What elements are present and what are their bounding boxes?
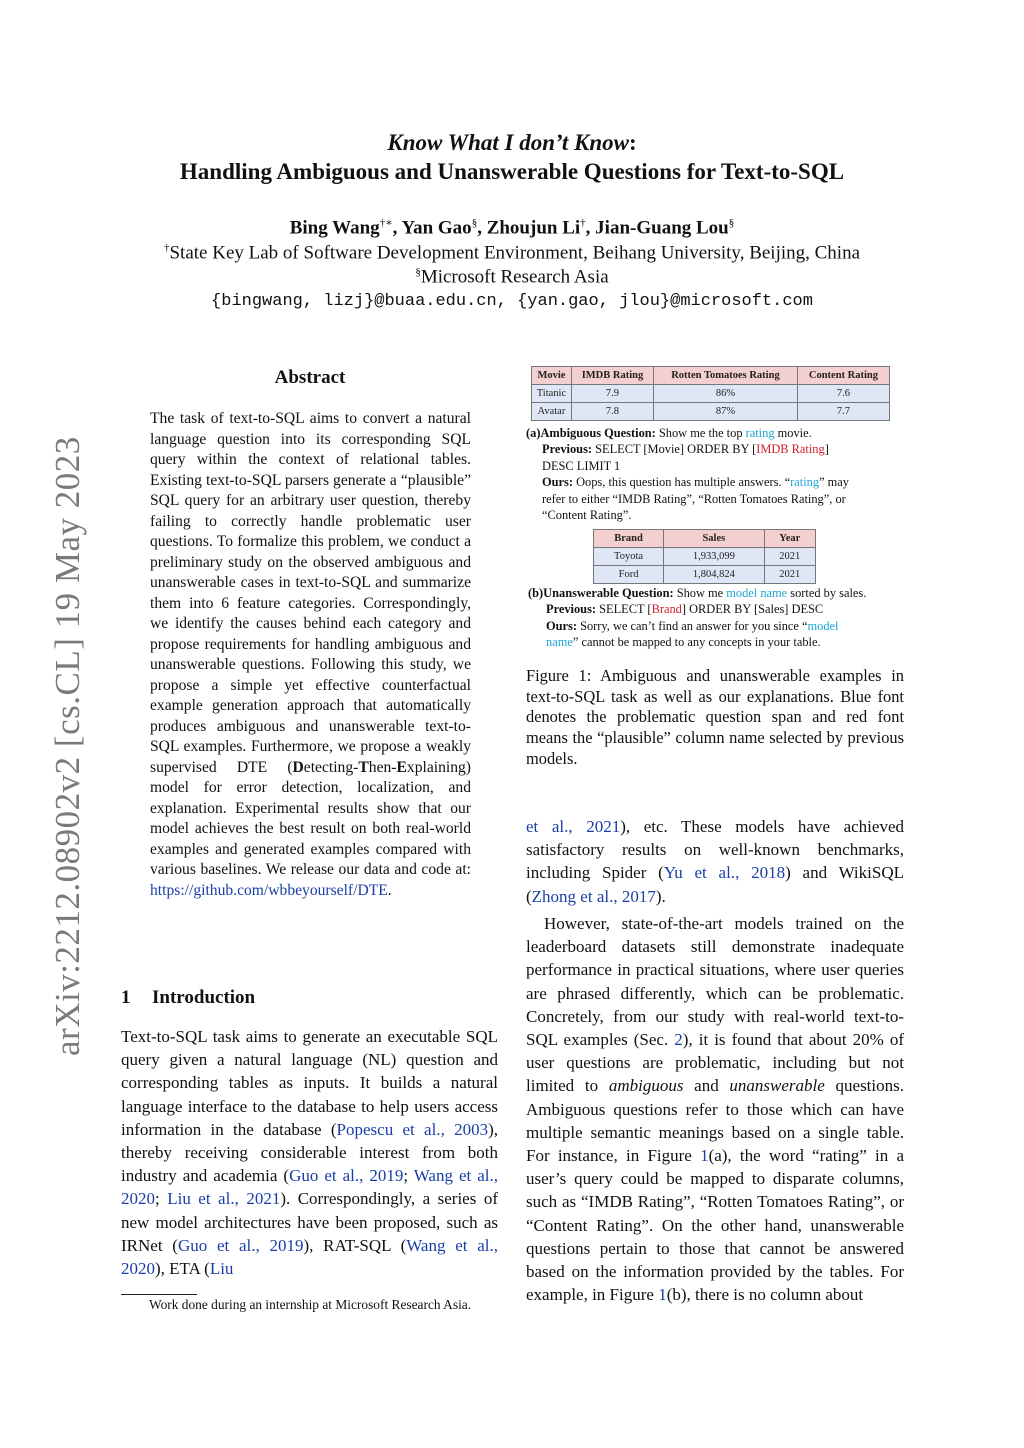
text: ). (655, 886, 666, 906)
citation-link[interactable]: Liu et al., 2021 (167, 1189, 281, 1209)
author-sep: , (392, 217, 402, 239)
title-colon: : (628, 130, 637, 155)
cite-year: 2021 (246, 1189, 281, 1209)
ours-label: Ours: (546, 618, 577, 633)
column-header: Content Rating (797, 367, 889, 385)
question-label: Ambiguous Question: (540, 426, 656, 440)
part-label: (b) (528, 586, 544, 600)
cite-author: et al. (526, 817, 569, 836)
footnote (121, 1296, 498, 1313)
text: and (683, 1076, 730, 1096)
dte-part: etecting- (303, 758, 359, 776)
affiliation-mark: § (415, 266, 421, 278)
table-row (594, 566, 816, 584)
cite-year: 2018 (751, 863, 786, 883)
intro-paragraph: Text-to-SQL task aims to generate an executable SQL query given a natural language (NL) question and corresponding tables as inputs. It builds a natural language interface to the database to help users access information in the database (Popescu et al., 2003), thereby receiving considerable interest from both industry and academia (Guo et al., 2019; Wang et al., 2020; Liu et al., 2021). Correspondingly, a series of new model architectures have been proposed, such as IRNet (Guo et al., 2019), RAT-SQL (Wang et al., 2020), ETA (Liu (121, 1027, 499, 1279)
author-list (0, 216, 1024, 239)
author-emails: {bingwang, lizj}@buaa.edu.cn, {yan.gao, jlou}@microsoft.com (211, 292, 813, 311)
affiliation-beihang (0, 242, 1024, 264)
ours-explanation-line-3: “Content Rating”. (542, 508, 632, 523)
column-header: Year (764, 530, 815, 548)
plausible-column: IMDB Rating (756, 442, 825, 457)
abstract-text: The task of text-to-SQL aims to convert a natural language question into its corresponding SQL query within the context of relational tables. Existing text-to-SQL parsers generate a “plausible” SQL query for an arbitrary user question, thereby failing to correctly handle problematic user questions. To formalize this problem, we conduct a preliminary study on the observed ambiguous and unanswerable cases in text-to-SQL and summarize them into 6 feature categories. Correspondingly, we identify the causes behind each category and propose requirements for handling ambiguous and unanswerable questions. Following this study, we propose a simple yet effective counterfactual example generation approach that automatically produces ambiguous and unanswerable text-to-SQL examples. Furthermore, we propose a weakly supervised DTE ( (150, 410, 471, 776)
citation-link[interactable]: Liu (209, 1259, 234, 1279)
title-italic: Know What I don’t Know (387, 130, 629, 155)
emphasis: unanswerable (729, 1076, 825, 1096)
author-mark: § (728, 217, 735, 229)
cite-year: 2017 (621, 886, 656, 906)
table-cell: 1,933,099 (664, 548, 764, 566)
ambiguous-question (526, 425, 896, 441)
ours-explanation (526, 474, 896, 490)
figure-caption: Figure 1: Ambiguous and unanswerable examples in text-to-SQL task as well as our explanations. Blue font denotes the problematic question span and red font means the “plausible” column name selected by previous models. (526, 666, 904, 768)
affiliation-text: State Key Lab of Software Development Environment, Beihang University, Beijing, China (169, 242, 861, 264)
text: ” cannot be mapped to any concepts in your table. (572, 635, 821, 650)
table-cell: 1,804,824 (664, 566, 764, 584)
column-header: IMDB Rating (571, 367, 653, 385)
text: (a), the word “rating” in a user’s query could be mapped to disparate columns, such as “IMDB Rating”, “Rotten Tomatoes Rating”, or “Content Rating”. On the other hand, unanswerable questions pertain to those that cannot be answered based on the information provided by the tables. For example, in Figure (526, 1146, 905, 1305)
table-cell: 2021 (764, 566, 815, 584)
cite-author: Popescu et al. (336, 1119, 441, 1139)
column-header: Brand (594, 530, 664, 548)
citation-link[interactable]: Yu et al., 2018 (663, 863, 786, 883)
text: SELECT [ (596, 602, 652, 617)
section-ref-link[interactable]: 2 (674, 1030, 683, 1050)
table-cell: Ford (594, 566, 664, 584)
text: ), it is found that about 20% of user questions are problematic, including but not limited to (526, 1030, 904, 1096)
affiliation-text: Microsoft Research Asia (420, 266, 609, 288)
text: ), thereby receiving considerable interest from both industry and academia ( (121, 1119, 499, 1186)
table-cell: 86% (654, 385, 798, 403)
column-header: Sales (664, 530, 764, 548)
table-row (594, 548, 816, 566)
author-name: Jian-Guang Lou (595, 217, 729, 239)
ours-explanation-line-2: refer to either “IMDB Rating”, “Rotten Tomatoes Rating”, or (542, 491, 846, 506)
text: ] (824, 442, 829, 457)
cite-author: Guo et al. (289, 1166, 360, 1186)
author-mark: †∗ (379, 217, 393, 229)
table-cell: 7.8 (571, 403, 653, 421)
paper-title-line-2: Handling Ambiguous and Unanswerable Questions for Text-to-SQL (179, 159, 845, 184)
cite-author: Guo et al. (177, 1235, 256, 1255)
table-cell: Avatar (532, 403, 572, 421)
emphasis: ambiguous (608, 1076, 684, 1096)
table-header-row (532, 367, 890, 385)
citation-link[interactable]: Guo et al., 2019 (289, 1166, 404, 1186)
text: Text-to-SQL task aims to generate an executable SQL query given a natural language (NL) question and corresponding tables as inputs. It builds a natural language interface to the database to help users access information in the database ( (121, 1027, 498, 1139)
table-cell: Titanic (532, 385, 572, 403)
text: Show me (673, 586, 727, 600)
text: Oops, this question has multiple answers. “ (572, 475, 791, 490)
text: ” may (819, 475, 849, 490)
table-cell: 7.7 (797, 403, 889, 421)
dte-d: D (292, 758, 304, 776)
cite-year: 2020 (121, 1259, 155, 1279)
figure-ref-link[interactable]: 1 (658, 1285, 667, 1305)
table-header-row (594, 530, 816, 548)
abstract-body (150, 409, 471, 901)
column-header: Movie (532, 367, 572, 385)
text: sorted by sales. (787, 586, 867, 600)
cite-author: Wang et al. (413, 1166, 494, 1186)
affiliation-microsoft (0, 266, 1024, 288)
cite-year: 2019 (269, 1235, 304, 1255)
text: movie. (774, 426, 812, 440)
affiliation-mark: † (163, 242, 170, 254)
cite-year: 2021 (586, 817, 621, 836)
text: ). Correspondingly, a series of new model architectures have been proposed, such as IRNet ( (121, 1189, 498, 1255)
figure-part-a (526, 425, 896, 523)
text: Show me the top (655, 426, 746, 440)
citation-link[interactable]: Wang et al., 2020 (121, 1235, 498, 1279)
footnote-text: Work done during an internship at Microsoft Research Asia. (149, 1297, 472, 1312)
arxiv-identifier: arXiv:2212.08902v2 [cs.CL] 19 May 2023 (48, 436, 87, 1056)
unanswerable-question (528, 585, 904, 601)
table-row (532, 403, 890, 421)
text: Sorry, we can’t find an answer for you since “ (576, 618, 808, 633)
text: questions. Ambiguous questions refer to those which can have multiple semantic meanings based on a single table. For instance, in Figure (526, 1076, 904, 1166)
dte-part: hen- (368, 758, 397, 776)
previous-label: Previous: (546, 602, 597, 617)
figure-table-sales (593, 529, 816, 584)
previous-sql (526, 441, 896, 457)
ours-explanation (528, 618, 904, 634)
figure-ref-link[interactable]: 1 (700, 1146, 709, 1166)
section-title: Introduction (152, 987, 256, 1008)
code-repo-link[interactable]: https://github.com/wbbeyourself/DTE (150, 881, 388, 899)
author-name: Yan Gao (401, 217, 472, 239)
table-cell: 7.6 (797, 385, 889, 403)
cite-author: Zhong et al. (531, 886, 614, 906)
citation-link[interactable]: Popescu et al., 2003 (336, 1119, 489, 1139)
right-paragraph-2 (526, 912, 904, 1306)
text: (b), there is no column about (666, 1285, 864, 1305)
author-mark: § (471, 217, 478, 229)
problem-span: rating (745, 426, 775, 440)
citation-link[interactable]: Zhong et al., 2017 (531, 886, 656, 906)
previous-sql (528, 601, 904, 617)
text: ), RAT-SQL ( (303, 1235, 407, 1255)
dte-e: E (396, 758, 407, 776)
abstract-heading: Abstract (274, 367, 346, 388)
table-cell: 7.9 (571, 385, 653, 403)
ours-explanation-line-2 (528, 634, 904, 650)
citation-link[interactable]: et al., 2021 (526, 817, 621, 836)
cite-year: 2020 (121, 1189, 155, 1209)
column-header: Rotten Tomatoes Rating (654, 367, 798, 385)
right-paragraph-1 (526, 815, 904, 908)
abstract-text: xplaining) model for error detection, localization, and explanation. Experimental results show that our model achieves the best result on both real-world examples and generated examples compared with various baselines. We release our data and code at: (150, 758, 471, 878)
plausible-column: Brand (651, 602, 682, 617)
table-cell: Toyota (594, 548, 664, 566)
cite-year: 2003 (454, 1119, 489, 1139)
author-sep: , (585, 217, 596, 239)
text: ) and WikiSQL ( (526, 863, 904, 906)
footnote-rule (121, 1294, 197, 1295)
problem-span: rating (790, 475, 820, 490)
previous-sql-line-2: DESC LIMIT 1 (542, 458, 621, 473)
problem-span: model name (726, 586, 788, 600)
cite-year: 2019 (369, 1166, 404, 1186)
problem-span: name (546, 635, 573, 650)
cite-author: Wang et al. (406, 1235, 494, 1255)
ours-label: Ours: (542, 475, 573, 490)
paper-title-line-1 (0, 130, 1024, 156)
previous-label: Previous: (542, 442, 593, 457)
author-name: Zhoujun Li (486, 217, 581, 239)
figure-table-movies (531, 366, 890, 421)
citation-link[interactable]: Wang et al., 2020 (121, 1166, 498, 1209)
figure-part-b (528, 585, 904, 651)
question-label: Unanswerable Question: (543, 586, 674, 600)
author-mark: † (580, 217, 586, 229)
citation-link[interactable]: Guo et al., 2019 (177, 1235, 304, 1255)
text: ), ETA ( (155, 1259, 210, 1279)
author-sep: , (477, 217, 487, 239)
table-row (532, 385, 890, 403)
cite-author: Yu et al. (663, 863, 736, 883)
abstract-end: . (387, 881, 392, 899)
text: ] ORDER BY [Sales] DESC (681, 602, 824, 617)
cite-author: Liu et al. (167, 1189, 235, 1209)
table-cell: 87% (654, 403, 798, 421)
problem-span: model (807, 618, 839, 633)
table-cell: 2021 (764, 548, 815, 566)
text: ), etc. These models have achieved satisfactory results on well-known benchmarks, including Spider ( (526, 817, 904, 883)
section-number: 1 (121, 987, 131, 1008)
text: SELECT [Movie] ORDER BY [ (592, 442, 757, 457)
author-name: Bing Wang (289, 217, 380, 239)
text: However, state-of-the-art models trained on the leaderboard datasets still demonstrate inadequate performance in practical situations, where user queries are phrased differently, which can be problematic. Concretely, from our study with real-world text-to-SQL examples (Sec. (526, 914, 904, 1050)
part-label: (a) (526, 426, 541, 440)
dte-t: T (358, 758, 369, 776)
section-heading-introduction (121, 987, 255, 1009)
